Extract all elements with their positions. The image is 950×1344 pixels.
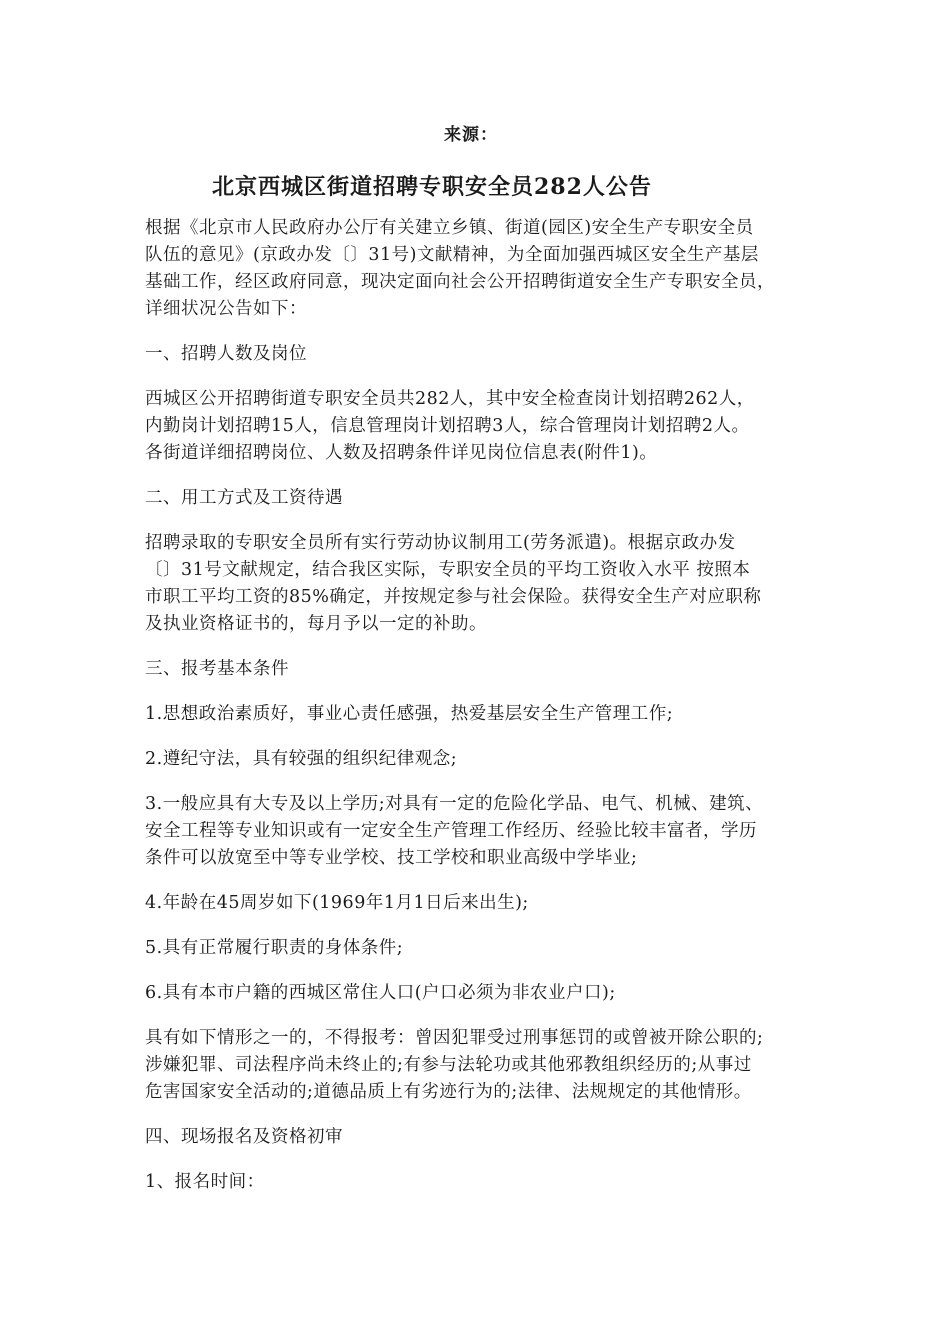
paragraph bbox=[145, 980, 815, 1007]
paragraph bbox=[145, 791, 815, 872]
paragraph-line: 二、用工方式及工资待遇 bbox=[145, 488, 343, 508]
paragraph-line: 1、报名时间： bbox=[145, 1172, 265, 1192]
paragraph-line: 四、现场报名及资格初审 bbox=[145, 1127, 343, 1147]
paragraph bbox=[145, 890, 815, 917]
paragraph-line: 招聘录取的专职安全员所有实行劳动协议制用工(劳务派遣)。根据京政办发 bbox=[145, 533, 736, 553]
paragraph bbox=[145, 530, 815, 638]
paragraph-line: 基础工作，经区政府同意，现决定面向社会公开招聘街道安全生产专职安全员， bbox=[145, 272, 775, 292]
paragraph bbox=[145, 935, 815, 962]
paragraph bbox=[145, 485, 815, 512]
document-body bbox=[145, 215, 815, 1214]
paragraph-line: 具有如下情形之一的，不得报考：曾因犯罪受过刑事惩罚的或曾被开除公职的; bbox=[145, 1028, 764, 1048]
paragraph-line: 根据《北京市人民政府办公厅有关建立乡镇、街道(园区)安全生产专职安全员 bbox=[145, 218, 754, 238]
paragraph bbox=[145, 215, 815, 323]
paragraph-line: 内勤岗计划招聘15人，信息管理岗计划招聘3人，综合管理岗计划招聘2人。 bbox=[145, 416, 750, 436]
document-title: 北京西城区街道招聘专职安全员282人公告 bbox=[212, 174, 652, 200]
paragraph-line: 队伍的意见》(京政办发〔〕31号)文献精神，为全面加强西城区安全生产基层 bbox=[145, 245, 759, 265]
paragraph-line: 4.年龄在45周岁如下(1969年1月1日后来出生); bbox=[145, 893, 529, 913]
paragraph-line: 涉嫌犯罪、司法程序尚未终止的;有参与法轮功或其他邪教组织经历的;从事过 bbox=[145, 1055, 752, 1075]
paragraph bbox=[145, 701, 815, 728]
paragraph-line: 安全工程等专业知识或有一定安全生产管理工作经历、经验比较丰富者，学历 bbox=[145, 821, 757, 841]
paragraph-line: 及执业资格证书的，每月予以一定的补助。 bbox=[145, 614, 487, 634]
paragraph-line: 1.思想政治素质好，事业心责任感强，热爱基层安全生产管理工作; bbox=[145, 704, 674, 724]
paragraph bbox=[145, 656, 815, 683]
paragraph-line: 危害国家安全活动的;道德品质上有劣迹行为的;法律、法规规定的其他情形。 bbox=[145, 1082, 752, 1102]
paragraph-line: 三、报考基本条件 bbox=[145, 659, 289, 679]
paragraph-line: 3.一般应具有大专及以上学历;对具有一定的危险化学品、电气、机械、建筑、 bbox=[145, 794, 764, 814]
paragraph bbox=[145, 1169, 815, 1196]
paragraph bbox=[145, 746, 815, 773]
paragraph-line: 一、招聘人数及岗位 bbox=[145, 344, 307, 364]
paragraph-line: 详细状况公告如下： bbox=[145, 299, 307, 319]
source-label: 来源： bbox=[444, 125, 498, 145]
paragraph-line: 市职工平均工资的85%确定，并按规定参与社会保险。获得安全生产对应职称 bbox=[145, 587, 762, 607]
paragraph bbox=[145, 341, 815, 368]
paragraph-line: 各街道详细招聘岗位、人数及招聘条件详见岗位信息表(附件1)。 bbox=[145, 443, 658, 463]
paragraph-line: 条件可以放宽至中等专业学校、技工学校和职业高级中学毕业; bbox=[145, 848, 638, 868]
paragraph-line: 6.具有本市户籍的西城区常住人口(户口必须为非农业户口); bbox=[145, 983, 616, 1003]
paragraph bbox=[145, 1124, 815, 1151]
paragraph-line: 〔〕31号文献规定，结合我区实际，专职安全员的平均工资收入水平 按照本 bbox=[145, 560, 751, 580]
paragraph bbox=[145, 386, 815, 467]
paragraph-line: 5.具有正常履行职责的身体条件; bbox=[145, 938, 404, 958]
paragraph bbox=[145, 1025, 815, 1106]
paragraph-line: 西城区公开招聘街道专职安全员共282人，其中安全检查岗计划招聘262人， bbox=[145, 389, 755, 409]
paragraph-line: 2.遵纪守法，具有较强的组织纪律观念; bbox=[145, 749, 458, 769]
